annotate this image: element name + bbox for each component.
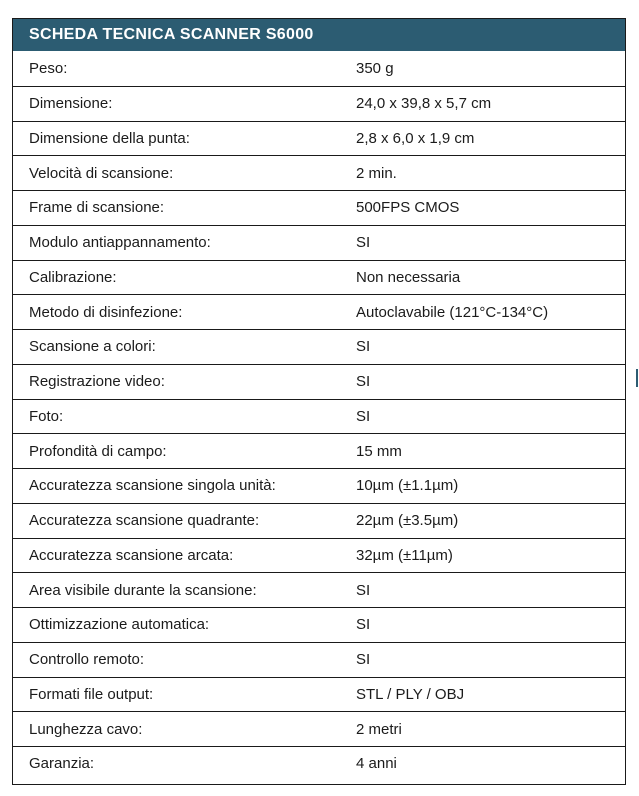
spec-row — [13, 260, 625, 295]
spec-rows — [13, 51, 625, 781]
spec-value: SI — [356, 616, 371, 634]
spec-row — [13, 503, 625, 538]
spec-row — [13, 607, 625, 642]
spec-value: SI — [356, 338, 371, 356]
spec-row — [13, 86, 625, 121]
spec-row — [13, 677, 625, 712]
spec-value: SI — [356, 373, 371, 391]
spec-label: Frame di scansione: — [29, 199, 165, 217]
spec-label: Metodo di disinfezione: — [29, 303, 183, 321]
spec-label: Scansione a colori: — [29, 338, 156, 356]
spec-row — [13, 468, 625, 503]
spec-value: 22µm (±3.5µm) — [356, 512, 459, 530]
spec-table — [12, 18, 626, 785]
spec-row — [13, 364, 625, 399]
spec-value: SI — [356, 581, 371, 599]
spec-row — [13, 51, 625, 86]
spec-value: Autoclavabile (121°C-134°C) — [356, 303, 549, 321]
spec-label: Modulo antiappannamento: — [29, 234, 211, 252]
spec-value: 500FPS CMOS — [356, 199, 460, 217]
spec-label: Profondità di campo: — [29, 442, 167, 460]
spec-label: Formati file output: — [29, 685, 154, 703]
spec-value: 2 min. — [356, 164, 397, 182]
spec-label: Dimensione: — [29, 95, 113, 113]
spec-row — [13, 225, 625, 260]
spec-value: 350 g — [356, 59, 394, 77]
spec-value: 2,8 x 6,0 x 1,9 cm — [356, 129, 475, 147]
spec-row — [13, 642, 625, 677]
spec-value: 24,0 x 39,8 x 5,7 cm — [356, 95, 492, 113]
spec-value: 10µm (±1.1µm) — [356, 477, 459, 495]
spec-label: Accuratezza scansione singola unità: — [29, 477, 276, 495]
spec-label: Registrazione video: — [29, 373, 165, 391]
spec-row — [13, 399, 625, 434]
spec-label: Accuratezza scansione arcata: — [29, 546, 234, 564]
spec-row — [13, 329, 625, 364]
spec-label: Velocità di scansione: — [29, 164, 174, 182]
spec-label: Controllo remoto: — [29, 651, 145, 669]
spec-row — [13, 294, 625, 329]
spec-row — [13, 538, 625, 573]
spec-label: Calibrazione: — [29, 268, 117, 286]
spec-row — [13, 746, 625, 781]
spec-value: 2 metri — [356, 720, 402, 738]
spec-value: Non necessaria — [356, 268, 461, 286]
edge-mark — [636, 369, 638, 387]
spec-label: Ottimizzazione automatica: — [29, 616, 210, 634]
spec-label: Dimensione della punta: — [29, 129, 190, 147]
spec-label: Garanzia: — [29, 755, 95, 773]
spec-row — [13, 190, 625, 225]
spec-label: Accuratezza scansione quadrante: — [29, 512, 260, 530]
spec-value: SI — [356, 651, 371, 669]
spec-value: SI — [356, 234, 371, 252]
spec-label: Area visibile durante la scansione: — [29, 581, 257, 599]
spec-value: SI — [356, 407, 371, 425]
spec-label: Peso: — [29, 59, 68, 77]
spec-row — [13, 433, 625, 468]
spec-row — [13, 572, 625, 607]
spec-value: 32µm (±11µm) — [356, 546, 453, 564]
spec-label: Lunghezza cavo: — [29, 720, 143, 738]
spec-value: STL / PLY / OBJ — [356, 685, 465, 703]
spec-label: Foto: — [29, 407, 64, 425]
spec-row — [13, 121, 625, 156]
spec-value: 4 anni — [356, 755, 397, 773]
spec-table-title: SCHEDA TECNICA SCANNER S6000 — [13, 19, 625, 51]
spec-row — [13, 155, 625, 190]
spec-value: 15 mm — [356, 442, 402, 460]
spec-row — [13, 711, 625, 746]
